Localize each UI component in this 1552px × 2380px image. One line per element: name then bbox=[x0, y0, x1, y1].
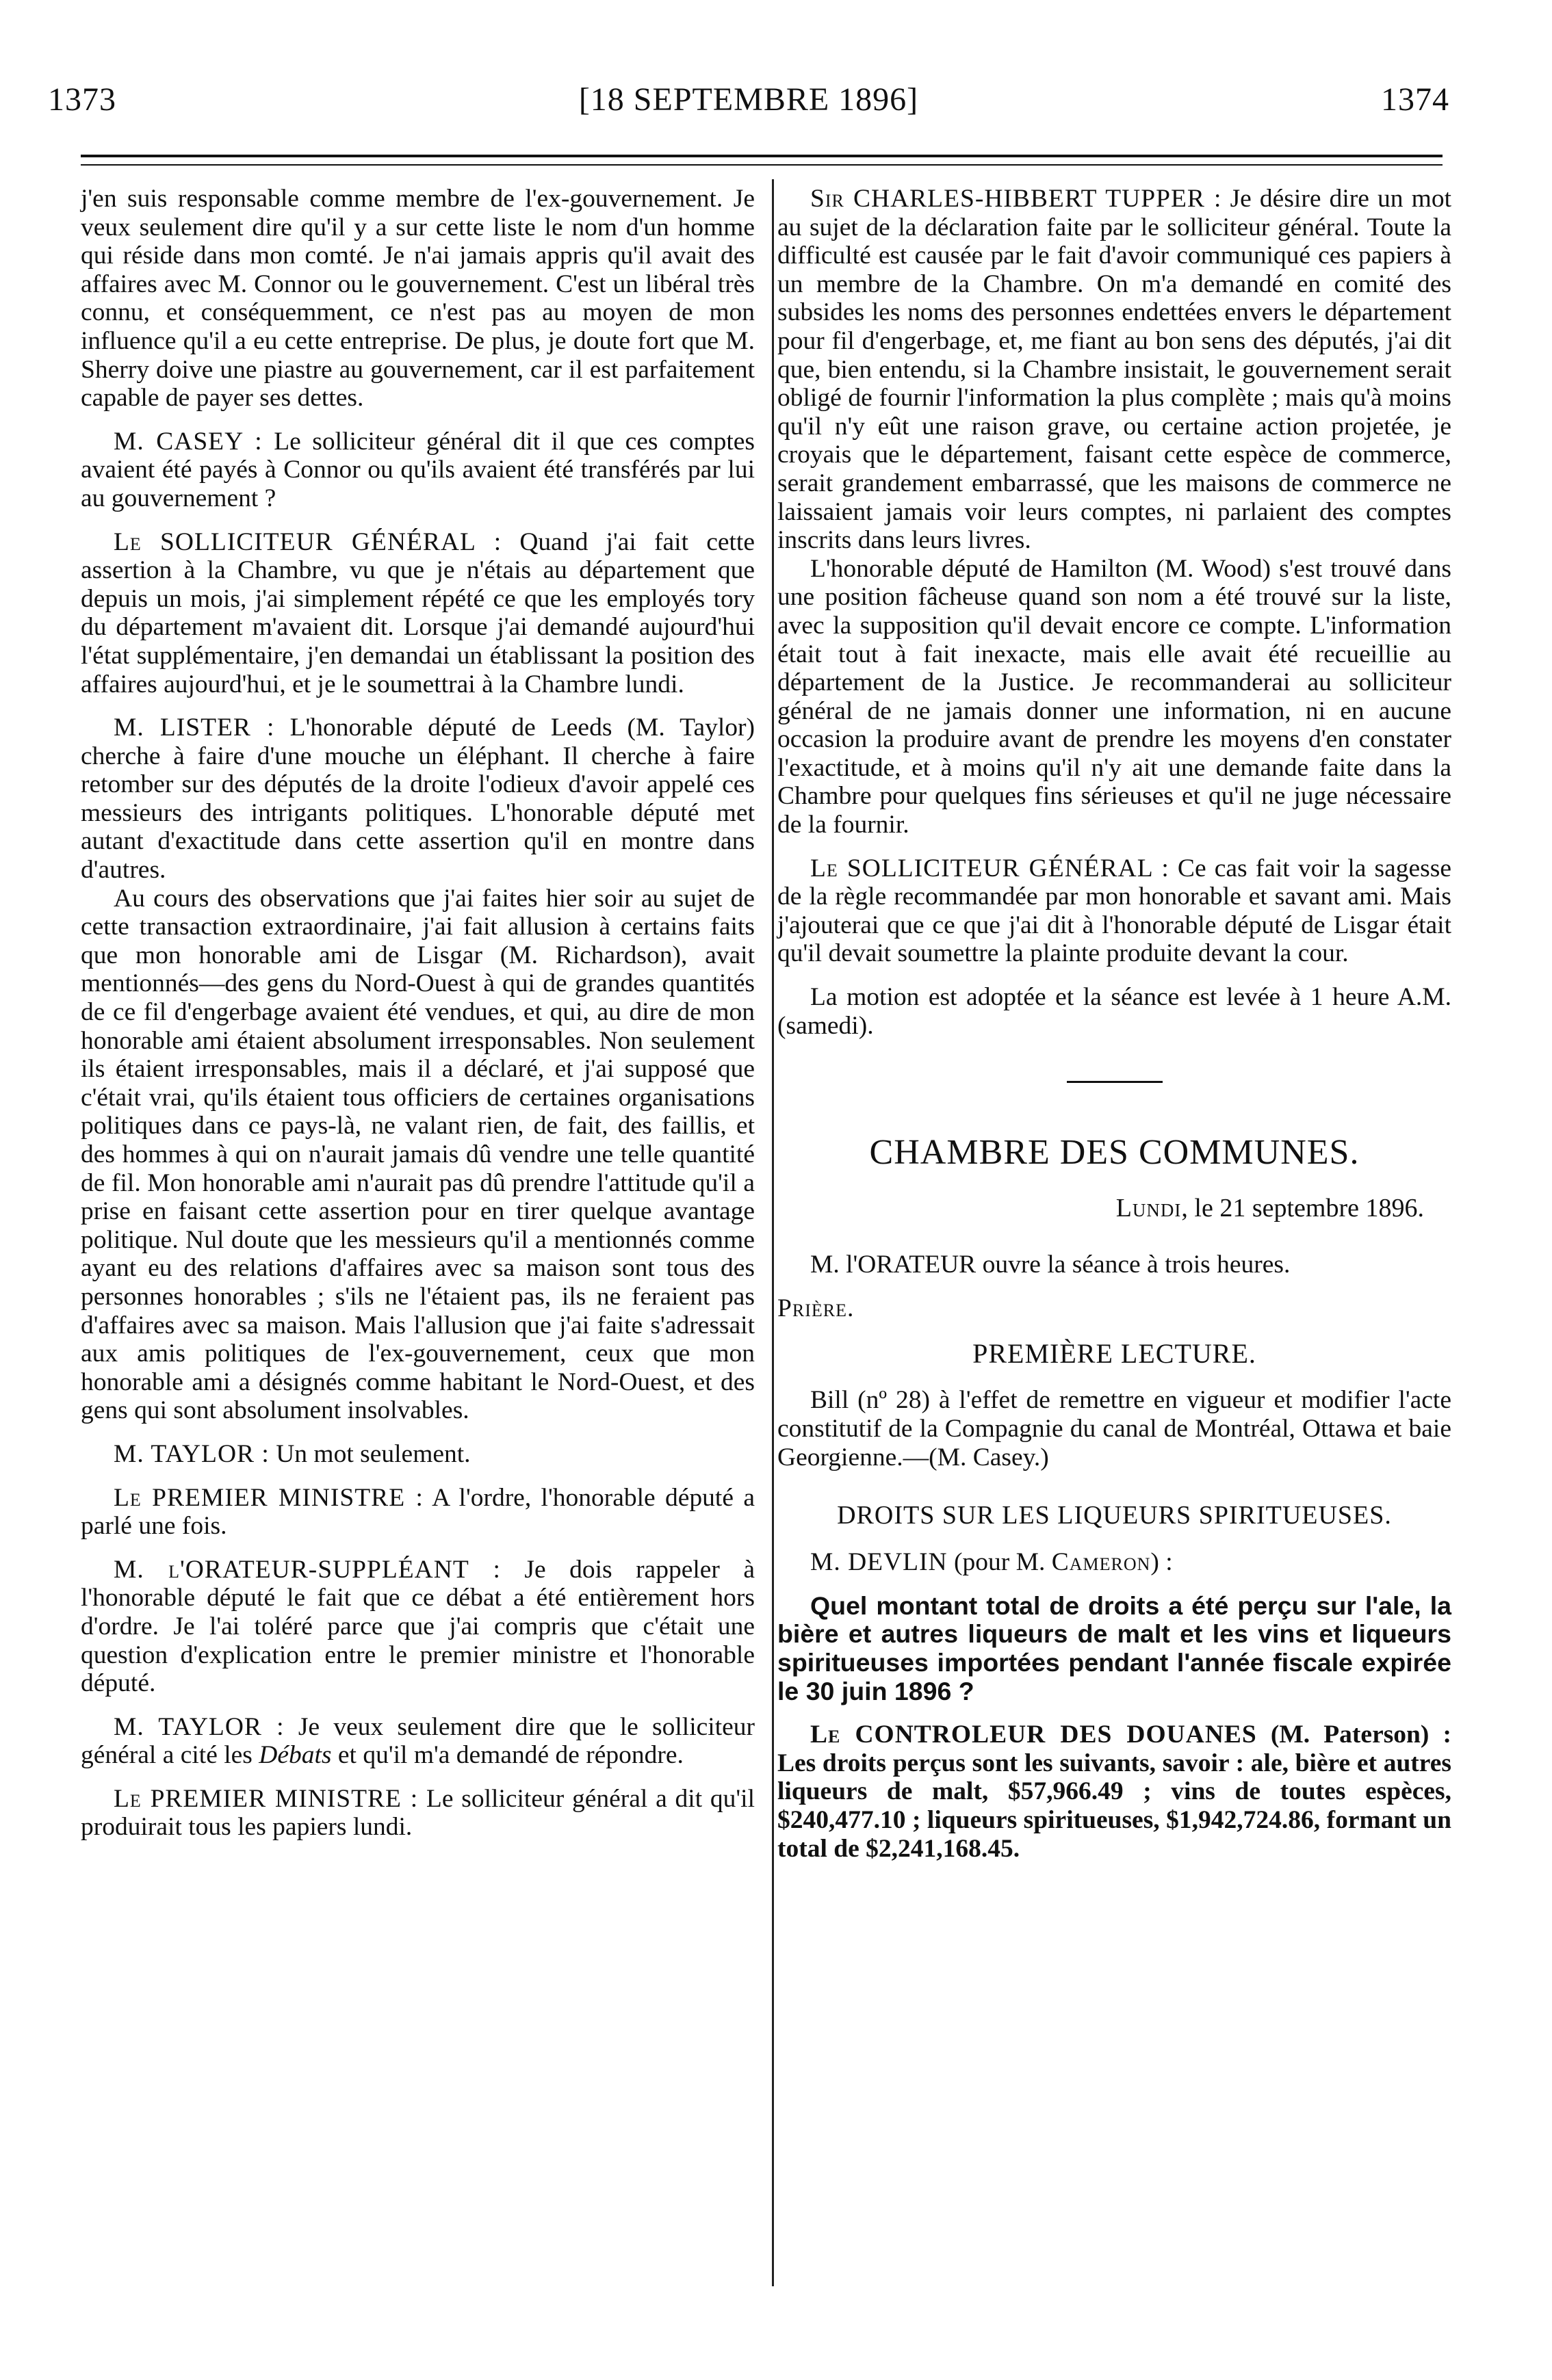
paragraph: Au cours des observations que j'ai faites hier soir au sujet de cette transaction extraordinaire, j'ai fait allusion à certains faits que mon honorable ami de Lisgar (M. Richardson), avait mentionnés—des gens du Nord-Ouest à qui de grandes quantités de ce fil d'engerbage avaient été vendues, et qui, au dire de mon honorable ami étaient absolument irresponsables. Non seulement ils étaient irresponsables, mais il a déclaré, et j'ai supposé que c'était vrai, qu'ils étaient tous officiers de certaines organisations politiques dans ce pays-là, ne valant rien, de fait, des faillis, et des hommes à qui on n'aurait jamais dû vendre une telle quantité de fil. Mon honorable ami n'aurait pas dû prendre l'attitude qu'il a prise en faisant cette assertion pour en tirer quelque avantage politique. Nul doute que les messieurs qu'il a mentionnés comme ayant eu des relations d'affaires avec sa maison sont tous des personnes honorables ; s'ils ne l'étaient pas, ils ne feraient pas d'affaires avec sa maison. Mais l'allusion que j'ai faite s'adressait aux amis politiques de l'ex-gouvernement, ceux que mon honorable ami a désignés comme habitant le Nord-Ouest, et des gens qui sont absolument insolvables. bbox=[81, 884, 755, 1425]
paragraph bbox=[777, 185, 1451, 555]
speaker-name: Le CONTROLEUR DES DOUANES bbox=[810, 1721, 1257, 1749]
column-divider bbox=[772, 179, 774, 2286]
session-date bbox=[777, 1193, 1424, 1223]
speech-text: Le solliciteur général dit il que ces comptes avaient été payés à Connor ou qu'ils avaient été transférés par lui au gouvernement ? bbox=[81, 427, 755, 512]
speaker-name: Le PREMIER MINISTRE : bbox=[114, 1483, 424, 1512]
speech-text: (M. Paterson) : Les droits perçus sont les suivants, savoir : ale, bière et autres liqueurs de malt, $57,966.49 ; vins de toutes espèces, $240,477.10 ; liqueurs spiritueuses, $1,942,724.86, formant un total de $2,241,168.45. bbox=[777, 1721, 1451, 1863]
speech-text: L'honorable député de Leeds (M. Taylor) cherche à faire d'une mouche un éléphant. Il cherche à faire retomber sur des députés de la droite l'odieux d'avoir appelé ces messieurs des intrigants politiques. L'honorable député met autant d'exactitude dans cette assertion qu'il en montre dans d'autres. bbox=[81, 714, 755, 885]
right-column bbox=[777, 185, 1451, 1878]
date-rest: , le 21 septembre 1896. bbox=[1181, 1194, 1424, 1223]
priere-label: Prière. bbox=[777, 1294, 855, 1322]
paragraph: La motion est adoptée et la séance est levée à 1 heure A.M. (samedi). bbox=[777, 983, 1451, 1040]
chamber-heading: CHAMBRE DES COMMUNES. bbox=[869, 1133, 1360, 1173]
speaker-name-small: Cameron bbox=[1051, 1548, 1151, 1577]
written-question: Quel montant total de droits a été perçu sur l'ale, la bière et autres liqueurs de malt et les vins et liqueurs spiritueuses importées pendant l'année fiscale expirée le 30 juin 1896 ? bbox=[777, 1591, 1451, 1705]
speech-text: Je veux seulement dire que le solliciteur général a cité les bbox=[81, 1712, 755, 1770]
page-date-title: [18 SEPTEMBRE 1896] bbox=[578, 81, 919, 118]
paragraph: j'en suis responsable comme membre de l'ex-gouvernement. Je veux seulement dire qu'il y a sur cette liste le nom d'un homme qui réside dans mon comté. Je n'ai jamais appris qu'il avait des affaires avec M. Connor ou le gouvernement. C'est un libéral très connu, et conséquemment, ce n'est pas au moyen de mon influence qu'il a eu cette entreprise. De plus, je doute fort que M. Sherry doive une piastre au gouvernement, car il est parfaitement capable de payer ses dettes. bbox=[81, 185, 755, 413]
speech-text: Le solliciteur général a dit qu'il produirait tous les papiers lundi. bbox=[81, 1784, 755, 1842]
paragraph bbox=[81, 1556, 755, 1698]
page-number-right: 1374 bbox=[1381, 81, 1449, 118]
paragraph bbox=[81, 528, 755, 699]
paragraph bbox=[81, 428, 755, 513]
speaker-name: Le SOLLICITEUR GÉNÉRAL : bbox=[810, 854, 1169, 882]
left-column bbox=[81, 185, 755, 1857]
speech-text: Je désire dire un mot au sujet de la déclaration faite par le solliciteur général. Toute la difficulté est causée par le fait d'avoir communiqué ces papiers à un membre de la Chambre. On m'a demandé en comité des subsides les noms des personnes endettées envers le département pour fil d'engerbage, et, me fiant au bon sens des députés, j'ai dit que, bien entendu, si la Chambre insistait, le gouvernement serait obligé de fournir l'information la plus complète ; mais qu'à moins qu'il n'y eût une raison grave, ou certaine action projetée, je croyais que le département, faisant cette espèce de commerce, serait grandement embarrassé, que les maisons de commerce ne laissaient jamais voir leurs comptes, ni parlaient des comptes inscrits dans leurs livres. bbox=[777, 185, 1451, 555]
speaker-name: M. TAYLOR : bbox=[114, 1439, 270, 1468]
page-number-left: 1373 bbox=[48, 81, 116, 118]
paragraph bbox=[81, 1713, 755, 1770]
speaker-name: M. DEVLIN bbox=[810, 1548, 948, 1577]
speech-text: Je dois rappeler à l'honorable député le fait que ce débat a été entièrement hors d'ordre. Je l'ai toléré parce que j'ai compris que c'était une question d'explication entre le premier ministre et l'honorable député. bbox=[81, 1555, 755, 1698]
paragraph bbox=[81, 1440, 755, 1469]
section-divider bbox=[1067, 1081, 1163, 1083]
paragraph bbox=[777, 1548, 1451, 1577]
speaker-name: M. LISTER : bbox=[114, 714, 275, 742]
premiere-lecture-heading: PREMIÈRE LECTURE. bbox=[972, 1338, 1256, 1370]
speech-text: Ce cas fait voir la sagesse de la règle recommandée par mon honorable et savant ami. Mais j'ajouterai que ce que j'ai dit à l'honorable député de Lisgar était qu'il devait soumettre la plainte produite devant la cour. bbox=[777, 854, 1451, 968]
speaker-name: Le SOLLICITEUR GÉNÉRAL : bbox=[114, 527, 502, 556]
speaker-name: Le PREMIER MINISTRE : bbox=[114, 1784, 419, 1813]
paragraph: L'honorable député de Hamilton (M. Wood) s'est trouvé dans une position fâcheuse quand son nom a été trouvé sur la liste, avec la supposition qu'il devait encore ce compte. L'information était tout à fait inexacte, mais elle avait été recueillie au département de la Justice. Je recommanderai au solliciteur général de ne jamais donner une information, ni en aucune occasion la produire avant de prendre les moyens d'en constater l'exactitude, et à moins qu'il n'y ait une demande faite dans la Chambre pour quelques fins sérieuses et qu'il ne juge nécessaire de la fournir. bbox=[777, 554, 1451, 839]
header-rule-thin bbox=[81, 164, 1443, 166]
speaker-name: M. l'ORATEUR-SUPPLÉANT : bbox=[114, 1555, 501, 1584]
paragraph: Bill (nº 28) à l'effet de remettre en vigueur et modifier l'acte constitutif de la Compagnie du canal de Montréal, Ottawa et baie Georgienne.—(M. Casey.) bbox=[777, 1386, 1451, 1472]
speech-text: Un mot seulement. bbox=[269, 1439, 471, 1468]
paragraph: M. l'ORATEUR ouvre la séance à trois heures. bbox=[810, 1251, 1291, 1279]
paragraph bbox=[777, 1721, 1451, 1863]
date-day: Lundi bbox=[1115, 1194, 1182, 1223]
paragraph bbox=[81, 714, 755, 885]
speech-text: et qu'il m'a demandé de répondre. bbox=[331, 1741, 684, 1770]
italic-title: Débats bbox=[259, 1741, 332, 1770]
speaker-name: M. CASEY : bbox=[114, 427, 263, 456]
speaker-name: Sir CHARLES-HIBBERT TUPPER : bbox=[810, 185, 1222, 213]
speech-text: A l'ordre, l'honorable député a parlé une fois. bbox=[81, 1483, 755, 1541]
paragraph bbox=[81, 1785, 755, 1842]
header-rule-thick bbox=[81, 155, 1443, 157]
speaker-name: M. TAYLOR : bbox=[114, 1712, 285, 1741]
speech-text: (pour M. bbox=[947, 1548, 1052, 1577]
page-header bbox=[48, 81, 1449, 135]
paragraph bbox=[81, 1484, 755, 1541]
paragraph bbox=[777, 854, 1451, 968]
droits-heading: DROITS SUR LES LIQUEURS SPIRITUEUSES. bbox=[837, 1501, 1392, 1530]
speech-text: Quand j'ai fait cette assertion à la Chambre, vu que je n'étais au département que depuis un mois, j'ai simplement répété ce que les employés tory du département m'avaient dit. Lorsque j'ai demandé aujourd'hui l'état supplémentaire, j'en demandai un établissant la position des affaires aujourd'hui, et je le soumettrai à la Chambre lundi. bbox=[81, 527, 755, 698]
speech-text: ) : bbox=[1150, 1548, 1173, 1577]
